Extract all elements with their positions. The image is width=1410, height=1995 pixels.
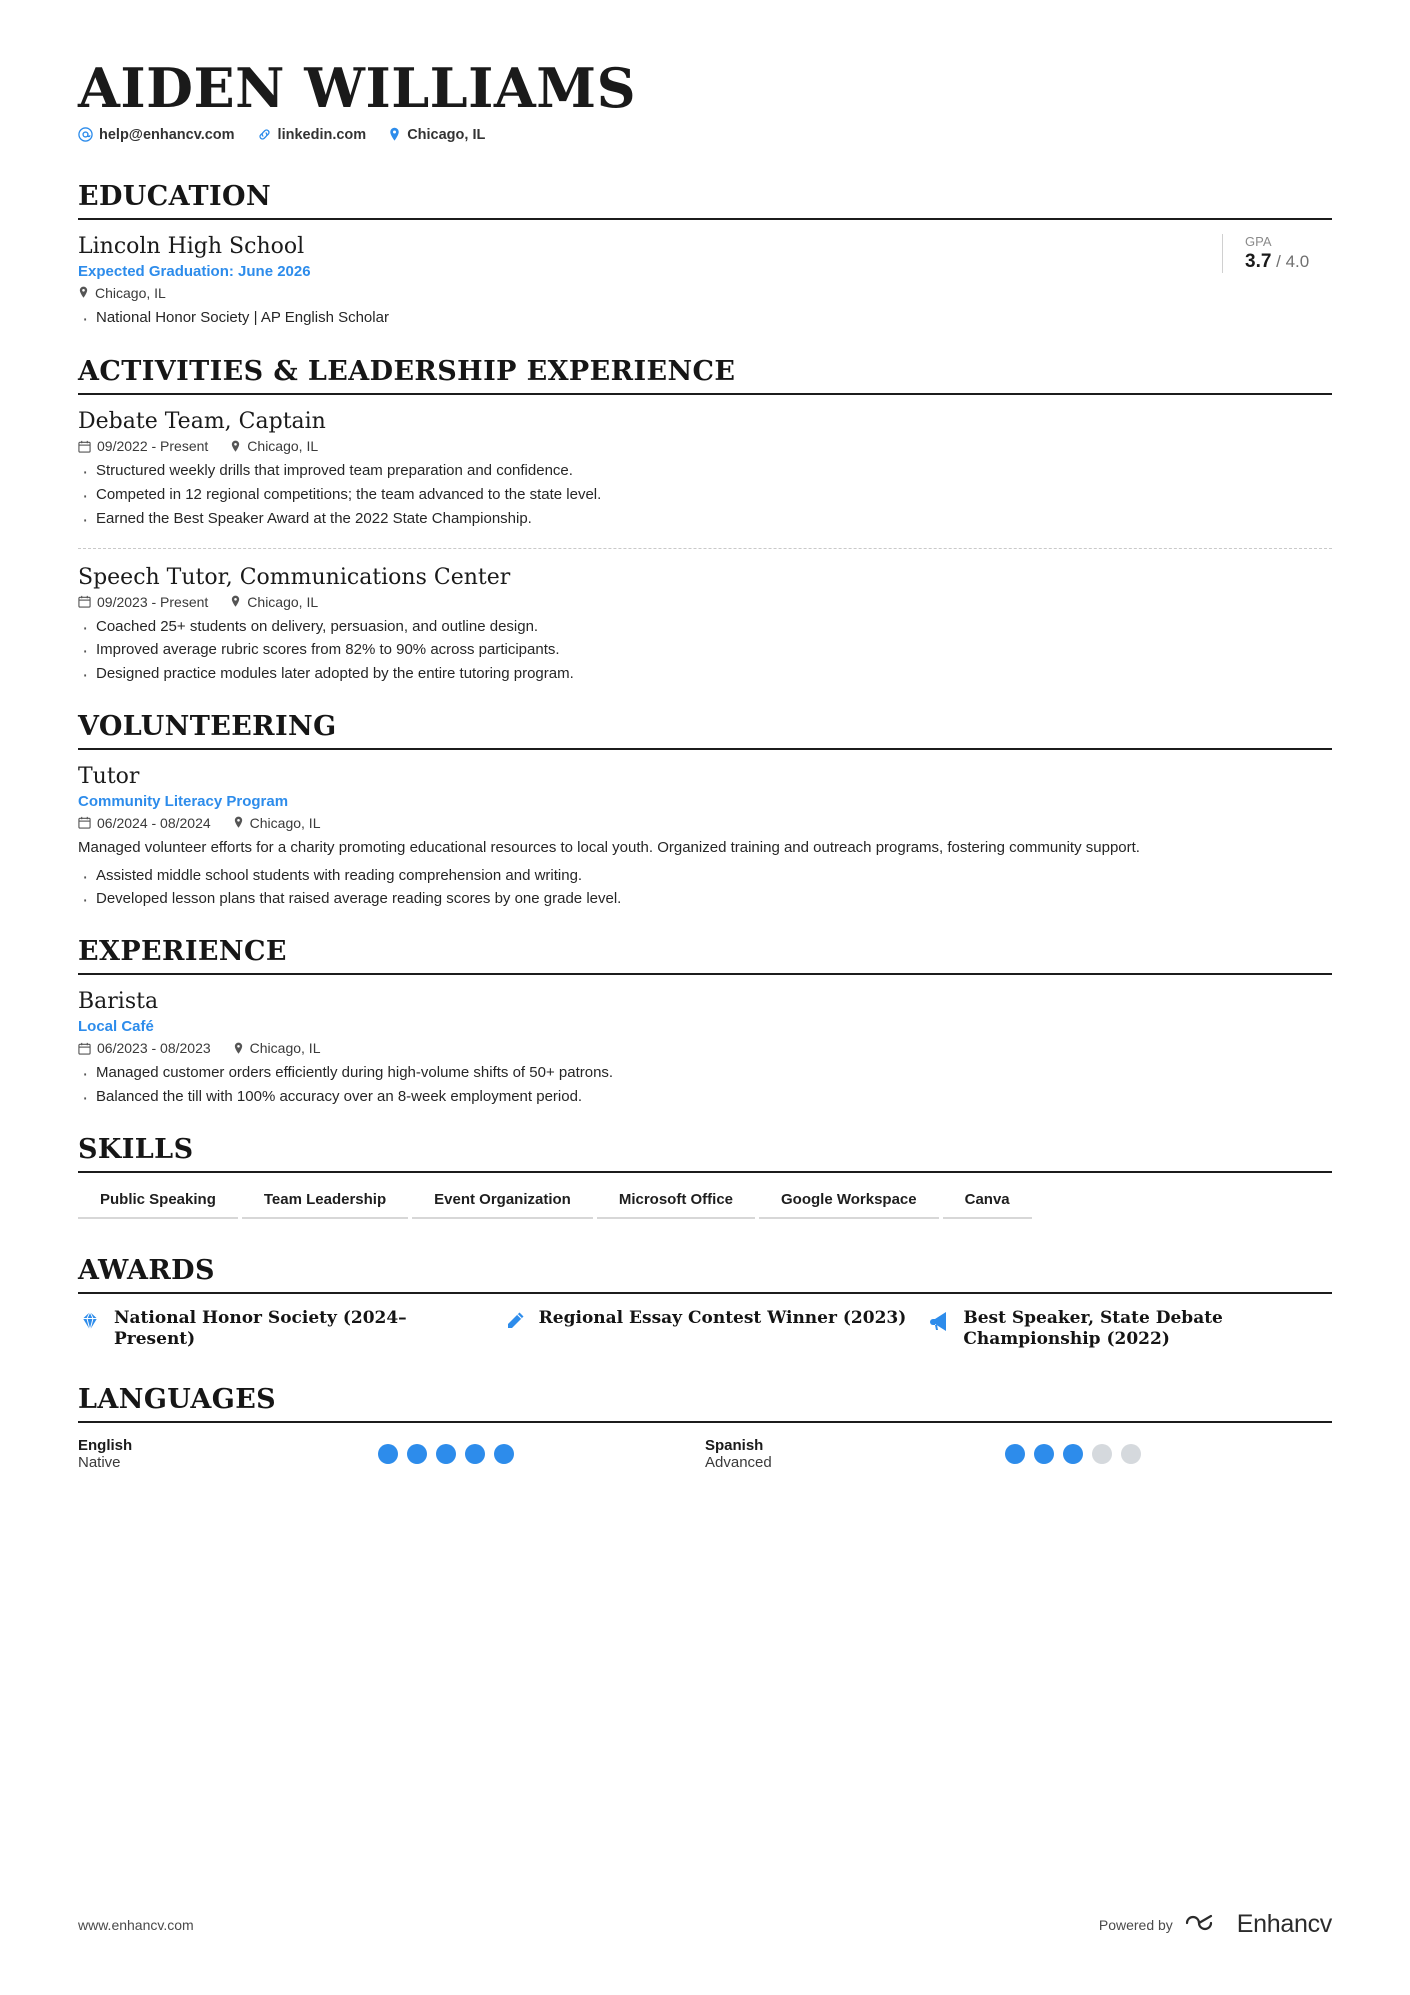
contact-location: [388, 127, 485, 143]
location-icon: [388, 127, 401, 142]
activity-location-text: Chicago, IL: [247, 593, 319, 610]
diamond-icon: [78, 1309, 102, 1338]
rating-dot: [436, 1444, 456, 1464]
contact-email-text: help@enhancv.com: [99, 126, 235, 143]
gpa-label: GPA: [1245, 233, 1272, 249]
contact-location-text: Chicago, IL: [407, 126, 486, 143]
calendar-icon: [78, 816, 91, 829]
section-skills: [78, 1134, 1332, 1225]
award-text: National Honor Society (2024–Present): [114, 1307, 407, 1349]
award-item: [78, 1308, 483, 1351]
calendar-icon: [78, 595, 91, 608]
pencil-icon: [503, 1309, 527, 1338]
experience-meta: [78, 1040, 1332, 1056]
activity-role: Debate Team, Captain: [78, 409, 326, 435]
language-name: English: [78, 1437, 133, 1455]
page-footer: [78, 1910, 1332, 1939]
section-divider: [78, 973, 1332, 975]
list-item: · Earned the Best Speaker Award at the 2022 State Championship.: [78, 508, 1332, 530]
skill-item: Public Speaking: [78, 1187, 238, 1219]
skill-item: Microsoft Office: [597, 1187, 755, 1219]
language-level: Advanced: [705, 1454, 772, 1472]
section-divider: [78, 393, 1332, 395]
contact-linkedin[interactable]: [257, 127, 367, 143]
activity-location: [230, 438, 318, 454]
section-title-activities: ACTIVITIES & LEADERSHIP EXPERIENCE: [78, 356, 736, 388]
list-item: · Assisted middle school students with reading comprehension and writing.: [78, 865, 1332, 887]
megaphone-icon: [927, 1309, 951, 1338]
location-icon: [233, 816, 244, 829]
list-item: · Developed lesson plans that raised average reading scores by one grade level.: [78, 888, 1332, 910]
skill-item: Google Workspace: [759, 1187, 939, 1219]
experience-role: Barista: [78, 989, 159, 1015]
section-title-languages: LANGUAGES: [78, 1384, 277, 1416]
volunteering-location: [233, 815, 321, 831]
section-divider: [78, 1421, 1332, 1423]
gpa-value: [1245, 251, 1332, 273]
activity-meta: [78, 594, 1332, 610]
award-item: [927, 1308, 1332, 1351]
rating-dot: [1005, 1444, 1025, 1464]
education-entry: [78, 234, 1332, 331]
brand-name: Enhancv: [1236, 1910, 1332, 1938]
award-item: [503, 1308, 908, 1351]
language-rating: [378, 1444, 514, 1464]
location-icon: [230, 595, 241, 608]
language-name: Spanish: [705, 1437, 764, 1455]
contact-linkedin-text: linkedin.com: [277, 126, 367, 143]
gpa-number: 3.7: [1245, 250, 1272, 272]
section-title-awards: AWARDS: [78, 1254, 215, 1286]
experience-entry: [78, 989, 1332, 1108]
education-location-text: Chicago, IL: [95, 284, 166, 301]
section-volunteering: [78, 711, 1332, 910]
contact-row: [78, 127, 1332, 143]
activity-location: [230, 594, 318, 610]
section-title-experience: EXPERIENCE: [78, 936, 287, 968]
volunteering-dates-text: 06/2024 - 08/2024: [97, 814, 211, 831]
gpa-scale: / 4.0: [1276, 251, 1310, 271]
language-level: Native: [78, 1454, 121, 1472]
link-icon: [257, 127, 272, 142]
section-divider: [78, 748, 1332, 750]
skills-list: [78, 1187, 1332, 1225]
education-school: Lincoln High School: [78, 233, 305, 259]
section-title-volunteering: VOLUNTEERING: [78, 710, 337, 742]
experience-bullets: [78, 1062, 1332, 1108]
section-divider: [78, 1171, 1332, 1173]
volunteering-bullets: [78, 865, 1332, 911]
page-title: AIDEN WILLIAMS: [78, 56, 637, 120]
location-icon: [233, 1042, 244, 1055]
section-languages: [78, 1384, 1332, 1471]
rating-dot: [1092, 1444, 1112, 1464]
activity-dates: [78, 438, 208, 454]
entry-divider: [78, 548, 1332, 549]
activity-bullets: [78, 460, 1332, 529]
calendar-icon: [78, 1042, 91, 1055]
languages-list: [78, 1437, 1332, 1471]
volunteering-summary: Managed volunteer efforts for a charity promoting educational resources to local youth. Organized training and outreach programs, fostering community support.: [78, 838, 1140, 856]
powered-by: [1099, 1910, 1332, 1939]
email-icon: [78, 127, 93, 142]
volunteering-location-text: Chicago, IL: [249, 814, 321, 831]
skill-item: Canva: [943, 1187, 1032, 1219]
activity-meta: [78, 438, 1332, 454]
rating-dot: [1063, 1444, 1083, 1464]
enhancv-logo-icon: [1183, 1910, 1227, 1939]
skill-item: Event Organization: [412, 1187, 593, 1219]
experience-location: [233, 1040, 321, 1056]
rating-dot: [1121, 1444, 1141, 1464]
rating-dot: [407, 1444, 427, 1464]
resume-header: [78, 56, 1332, 143]
activity-location-text: Chicago, IL: [247, 438, 319, 455]
skill-item: Team Leadership: [242, 1187, 408, 1219]
section-title-skills: SKILLS: [78, 1133, 194, 1165]
calendar-icon: [78, 440, 91, 453]
list-item: · Structured weekly drills that improved team preparation and confidence.: [78, 460, 1332, 482]
language-rating: [1005, 1444, 1141, 1464]
rating-dot: [1034, 1444, 1054, 1464]
experience-dates-text: 06/2023 - 08/2023: [97, 1040, 211, 1057]
list-item: · National Honor Society | AP English Scholar: [78, 307, 1222, 329]
activity-entry: [78, 565, 1332, 685]
section-divider: [78, 1292, 1332, 1294]
contact-email[interactable]: [78, 127, 235, 143]
rating-dot: [465, 1444, 485, 1464]
list-item: · Coached 25+ students on delivery, persuasion, and outline design.: [78, 616, 1332, 638]
volunteering-organization: Community Literacy Program: [78, 792, 289, 810]
education-bullets: [78, 307, 1222, 329]
powered-by-label: Powered by: [1098, 1916, 1173, 1933]
volunteering-role: Tutor: [78, 763, 140, 789]
activity-dates-text: 09/2022 - Present: [97, 438, 209, 455]
language-item: [78, 1437, 705, 1471]
volunteering-entry: [78, 764, 1332, 910]
language-item: [705, 1437, 1332, 1471]
list-item: · Competed in 12 regional competitions; the team advanced to the state level.: [78, 484, 1332, 506]
gpa-block: [1222, 234, 1332, 273]
activity-dates-text: 09/2023 - Present: [97, 593, 209, 610]
experience-company: Local Café: [78, 1018, 154, 1036]
list-item: · Balanced the till with 100% accuracy over an 8-week employment period.: [78, 1086, 1332, 1108]
award-text: Regional Essay Contest Winner (2023): [538, 1307, 907, 1328]
activity-bullets: [78, 616, 1332, 685]
list-item: · Designed practice modules later adopted by the entire tutoring program.: [78, 663, 1332, 685]
volunteering-dates: [78, 815, 211, 831]
activity-entry: [78, 409, 1332, 529]
section-experience: [78, 936, 1332, 1108]
list-item: · Managed customer orders efficiently during high-volume shifts of 50+ patrons.: [78, 1062, 1332, 1084]
education-graduation: Expected Graduation: June 2026: [78, 262, 311, 280]
experience-dates: [78, 1040, 211, 1056]
volunteering-meta: [78, 815, 1332, 831]
experience-location-text: Chicago, IL: [249, 1040, 321, 1057]
section-divider: [78, 218, 1332, 220]
rating-dot: [494, 1444, 514, 1464]
activity-role: Speech Tutor, Communications Center: [78, 564, 511, 590]
location-icon: [78, 286, 89, 299]
section-title-education: EDUCATION: [78, 180, 272, 212]
location-icon: [230, 440, 241, 453]
rating-dot: [378, 1444, 398, 1464]
section-education: [78, 181, 1332, 331]
section-awards: [78, 1255, 1332, 1351]
activity-dates: [78, 594, 208, 610]
education-location: [78, 285, 166, 301]
list-item: · Improved average rubric scores from 82% to 90% across participants.: [78, 639, 1332, 661]
section-activities: [78, 356, 1332, 685]
footer-website[interactable]: www.enhancv.com: [78, 1916, 194, 1933]
education-meta: [78, 285, 1222, 301]
awards-list: [78, 1308, 1332, 1351]
award-text: Best Speaker, State Debate Championship (2022): [963, 1307, 1223, 1349]
